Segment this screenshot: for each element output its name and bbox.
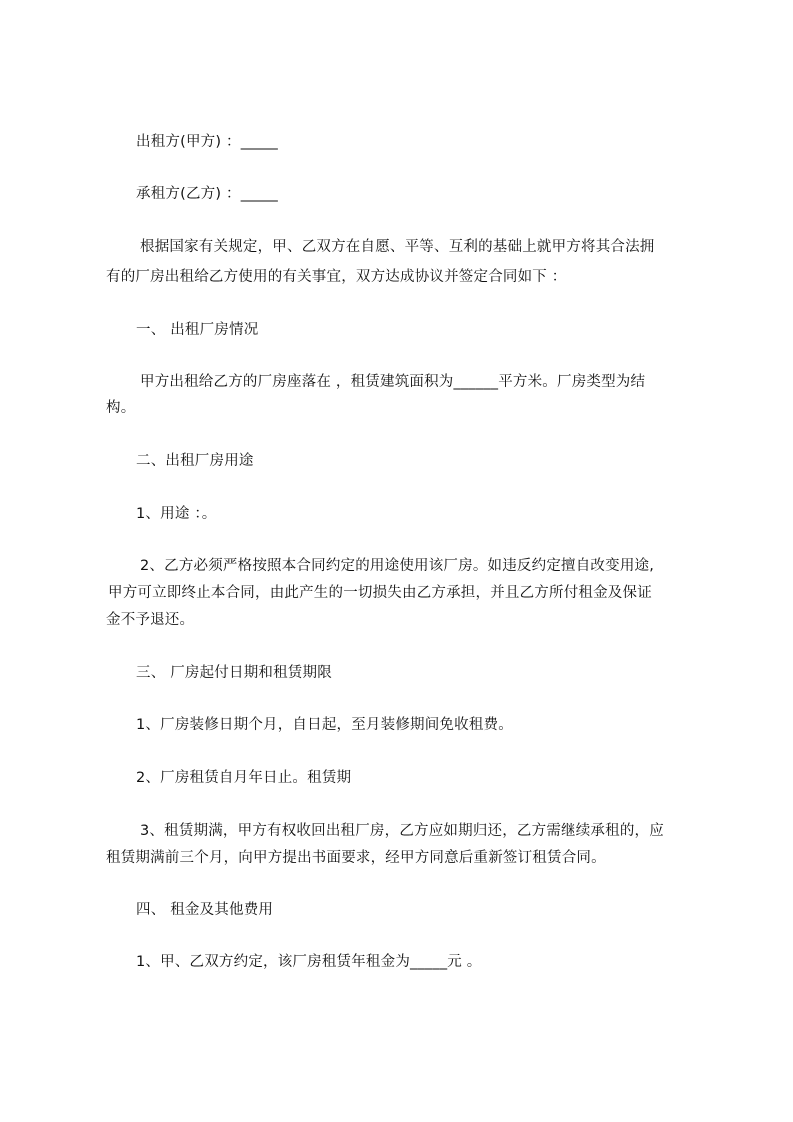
section-4-title: 四、 租金及其他费用 (136, 902, 274, 918)
section-1-paragraph-line-2: 构。 (106, 400, 136, 416)
section-1-title: 一、 出租厂房情况 (136, 322, 259, 338)
section-2-item-2-line-1: 2、乙方必须严格按照本合同约定的用途使用该厂房。如违反约定擅自改变用途, (140, 558, 655, 574)
section-3-item-3-line-2: 租赁期满前三个月，向甲方提出书面要求，经甲方同意后重新签订租赁合同。 (106, 850, 606, 866)
lessor-line: 出租方(甲方) ：_____ (136, 134, 278, 150)
section-3-title: 三、 厂房起付日期和租赁期限 (136, 665, 332, 681)
section-3-item-2: 2、厂房租赁自月年日止。租赁期 (136, 770, 352, 786)
section-4-item-1: 1、甲、乙双方约定，该厂房租赁年租金为_____元 。 (136, 954, 482, 970)
section-2-title: 二、出租厂房用途 (136, 453, 254, 469)
section-2-item-2-line-2: 甲方可立即终止本合同，由此产生的一切损失由乙方承担，并且乙方所付租金及保证 (108, 585, 652, 601)
section-3-item-1: 1、厂房装修日期个月，自日起，至月装修期间免收租费。 (136, 717, 513, 733)
section-2-item-2-line-3: 金不予退还。 (106, 612, 195, 628)
section-3-item-3-line-1: 3、租赁期满，甲方有权收回出租厂房，乙方应如期归还，乙方需继续承租的，应 (140, 823, 664, 839)
lessee-line: 承租方(乙方) ：_____ (136, 186, 278, 202)
section-1-paragraph-line-1: 甲方出租给乙方的厂房座落在 ，租赁建筑面积为______平方米。厂房类型为结 (140, 374, 646, 390)
section-2-item-1: 1、用途 ：。 (136, 506, 217, 522)
intro-paragraph-line-2: 有的厂房出租给乙方使用的有关事宜，双方达成协议并签定合同如下 ： (106, 269, 567, 285)
intro-paragraph-line-1: 根据国家有关规定，甲、乙双方在自愿、平等、互利的基础上就甲方将其合法拥 (140, 239, 655, 255)
